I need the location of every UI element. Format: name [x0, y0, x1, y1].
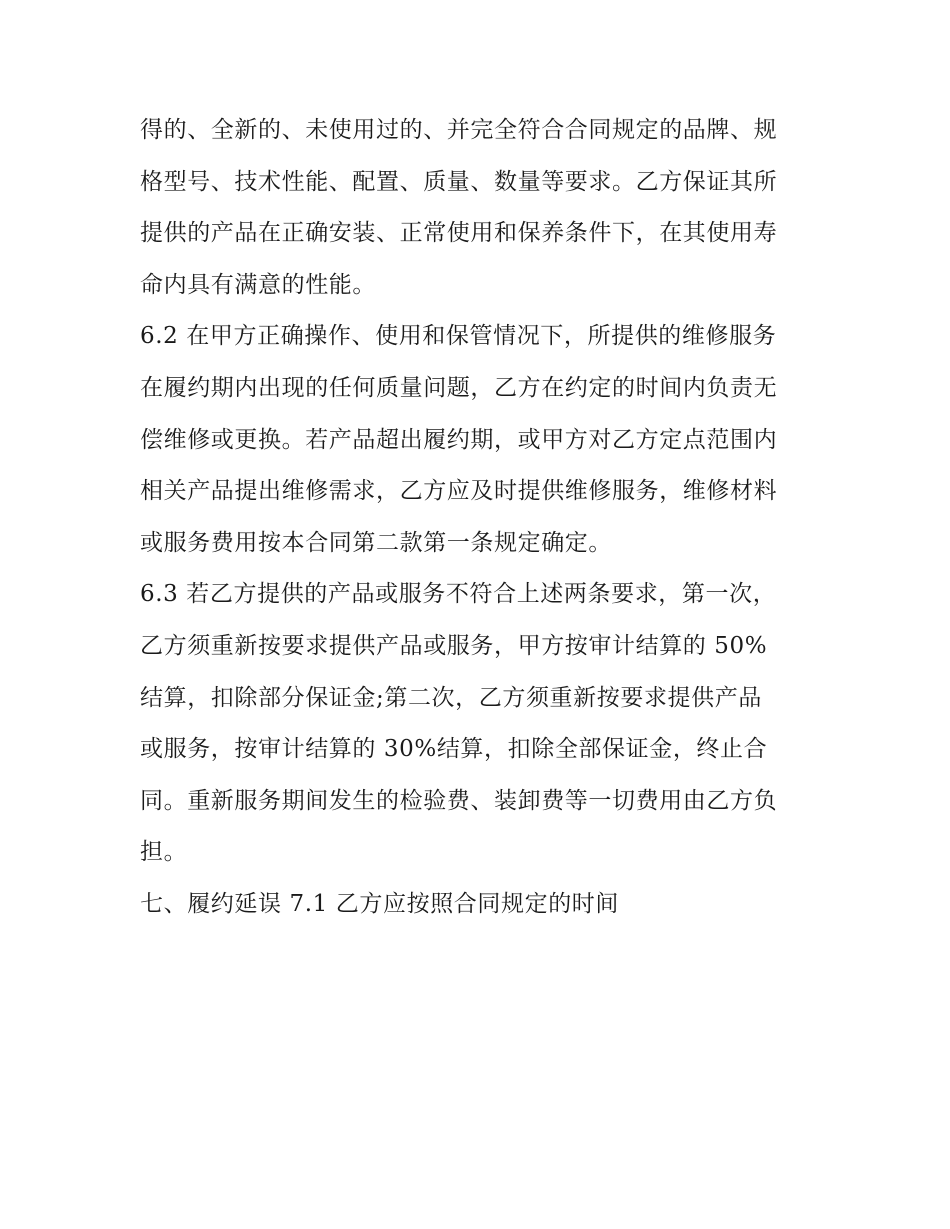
text-line: 相关产品提出维修需求，乙方应及时提供维修服务，维修材料: [140, 478, 778, 505]
clause-6-3-line: 6.3 若乙方提供的产品或服务不符合上述两条要求，第一次，: [140, 581, 777, 608]
text-line: 或服务费用按本合同第二款第一条规定确定。: [140, 529, 612, 556]
text-line: 或服务，按审计结算的 30%结算，扣除全部保证金，终止合: [140, 736, 768, 763]
text-line: 乙方须重新按要求提供产品或服务，甲方按审计结算的 50%: [140, 632, 768, 659]
text-line: 格型号、技术性能、配置、质量、数量等要求。乙方保证其所: [140, 168, 778, 195]
text-line: 提供的产品在正确安装、正常使用和保养条件下，在其使用寿: [140, 220, 778, 247]
text-line: 命内具有满意的性能。: [140, 271, 376, 298]
text-line: 偿维修或更换。若产品超出履约期，或甲方对乙方定点范围内: [140, 426, 778, 453]
text-line: 在履约期内出现的任何质量问题，乙方在约定的时间内负责无: [140, 374, 778, 401]
text-line: 同。重新服务期间发生的检验费、装卸费等一切费用由乙方负: [140, 787, 778, 814]
text-line: 得的、全新的、未使用过的、并完全符合合同规定的品牌、规: [140, 117, 778, 143]
clause-6-2-line: 6.2 在甲方正确操作、使用和保管情况下，所提供的维修服务: [140, 323, 777, 350]
text-line: 结算，扣除部分保证金;第二次，乙方须重新按要求提供产品: [140, 684, 762, 711]
text-line: 担。: [140, 839, 188, 866]
section-7-heading-line: 七、履约延误 7.1 乙方应按照合同规定的时间: [140, 890, 619, 917]
contract-text-body: [140, 105, 820, 931]
